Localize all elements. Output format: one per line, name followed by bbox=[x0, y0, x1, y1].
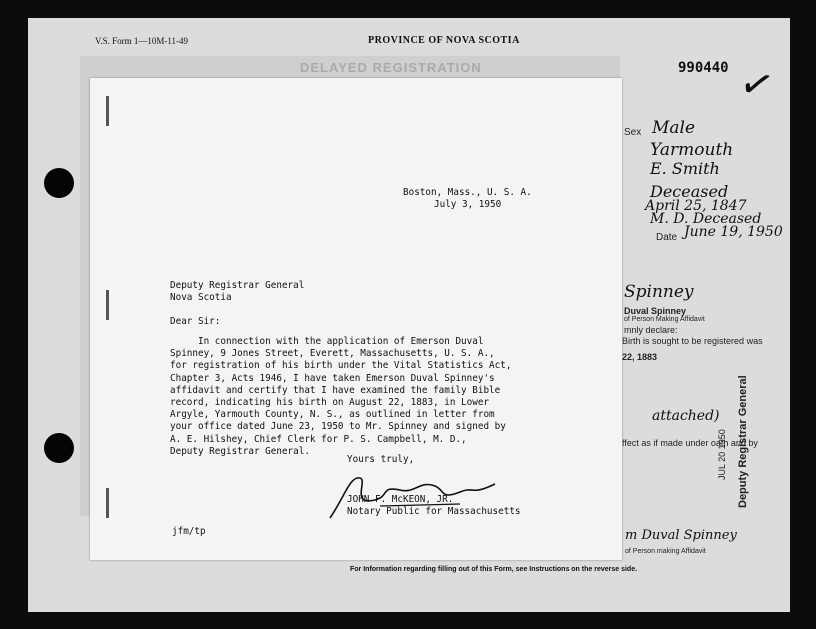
punch-hole bbox=[44, 433, 74, 463]
letter-place: Boston, Mass., U. S. A. bbox=[403, 187, 532, 198]
attached-note: attached) bbox=[652, 408, 720, 424]
sex-value: Male bbox=[652, 118, 696, 138]
solemnly-declare: mnly declare: bbox=[624, 325, 678, 335]
letter-date: July 3, 1950 bbox=[434, 199, 502, 210]
signer-name: JOHN F. McKEON, JR. bbox=[347, 494, 454, 505]
registrar-stamp bbox=[697, 360, 777, 510]
salutation: Dear Sir: bbox=[170, 316, 221, 327]
deceased-value: Deceased bbox=[650, 182, 729, 201]
serial-number: 990440 bbox=[678, 60, 729, 76]
place-value: Yarmouth bbox=[650, 140, 734, 160]
staple bbox=[106, 488, 109, 518]
delayed-registration-title: DELAYED REGISTRATION bbox=[300, 60, 482, 75]
effect-text: ffect as if made under oath and by bbox=[622, 438, 758, 448]
birth-date: 22, 1883 bbox=[622, 352, 658, 362]
check-mark-icon: ✓ bbox=[734, 58, 779, 112]
province-heading: PROVINCE OF NOVA SCOTIA bbox=[368, 35, 520, 46]
stamp-title: Deputy Registrar General bbox=[737, 375, 749, 508]
addressee-line-2: Nova Scotia bbox=[170, 292, 232, 303]
punch-hole bbox=[44, 168, 74, 198]
addressee-line-1: Deputy Registrar General bbox=[170, 280, 305, 291]
staple bbox=[106, 96, 109, 126]
closing: Yours truly, bbox=[347, 454, 415, 465]
affidavit-caption: of Person Making Affidavit bbox=[624, 316, 705, 323]
stamp-date: JUL 20 1950 bbox=[717, 429, 727, 480]
applicant-signature: m Duval Spinney bbox=[625, 528, 737, 543]
staple bbox=[106, 290, 109, 320]
initials: jfm/tp bbox=[172, 526, 206, 537]
signature-caption: of Person making Affidavit bbox=[625, 548, 706, 555]
deceased-value-2: M. D. Deceased bbox=[650, 211, 762, 227]
duval-spinney-typed: Duval Spinney bbox=[624, 306, 687, 316]
form-footer: For Information regarding filling out of this Form, see Instructions on the reverse side. bbox=[350, 566, 638, 573]
spinney-handwritten: Spinney bbox=[624, 282, 694, 302]
birth-sought-text: Birth is sought to be registered was bbox=[622, 336, 763, 346]
letter-body: In connection with the application of Emerson Duval Spinney, 9 Jones Street, Everett, Massachusetts, U. S. A., for registration of his birth under the Vital Statistics Act, Chapter 3, Acts 1946, I have taken Emerson Duval Spinney's affidavit and certify that I have examined the family Bible record, indicating his birth on August 22, 1883, in Lower Argyle, Yarmouth County, N. S., as outlined in letter from your office dated June 23, 1950 to Mr. Spinney and signed by A. E. Hilshey, Chief Clerk for P. S. Campbell, M. D., Deputy Registrar General. bbox=[170, 336, 512, 457]
date-value: June 19, 1950 bbox=[684, 224, 783, 240]
signer-title: Notary Public for Massachusetts bbox=[347, 506, 521, 517]
form-number: V.S. Form 1—10M-11-49 bbox=[95, 36, 189, 46]
sex-label: Sex bbox=[624, 127, 642, 138]
name-value: E. Smith bbox=[650, 159, 720, 178]
date-value-1: April 25, 1847 bbox=[645, 198, 747, 214]
date-label: Date bbox=[656, 232, 678, 243]
